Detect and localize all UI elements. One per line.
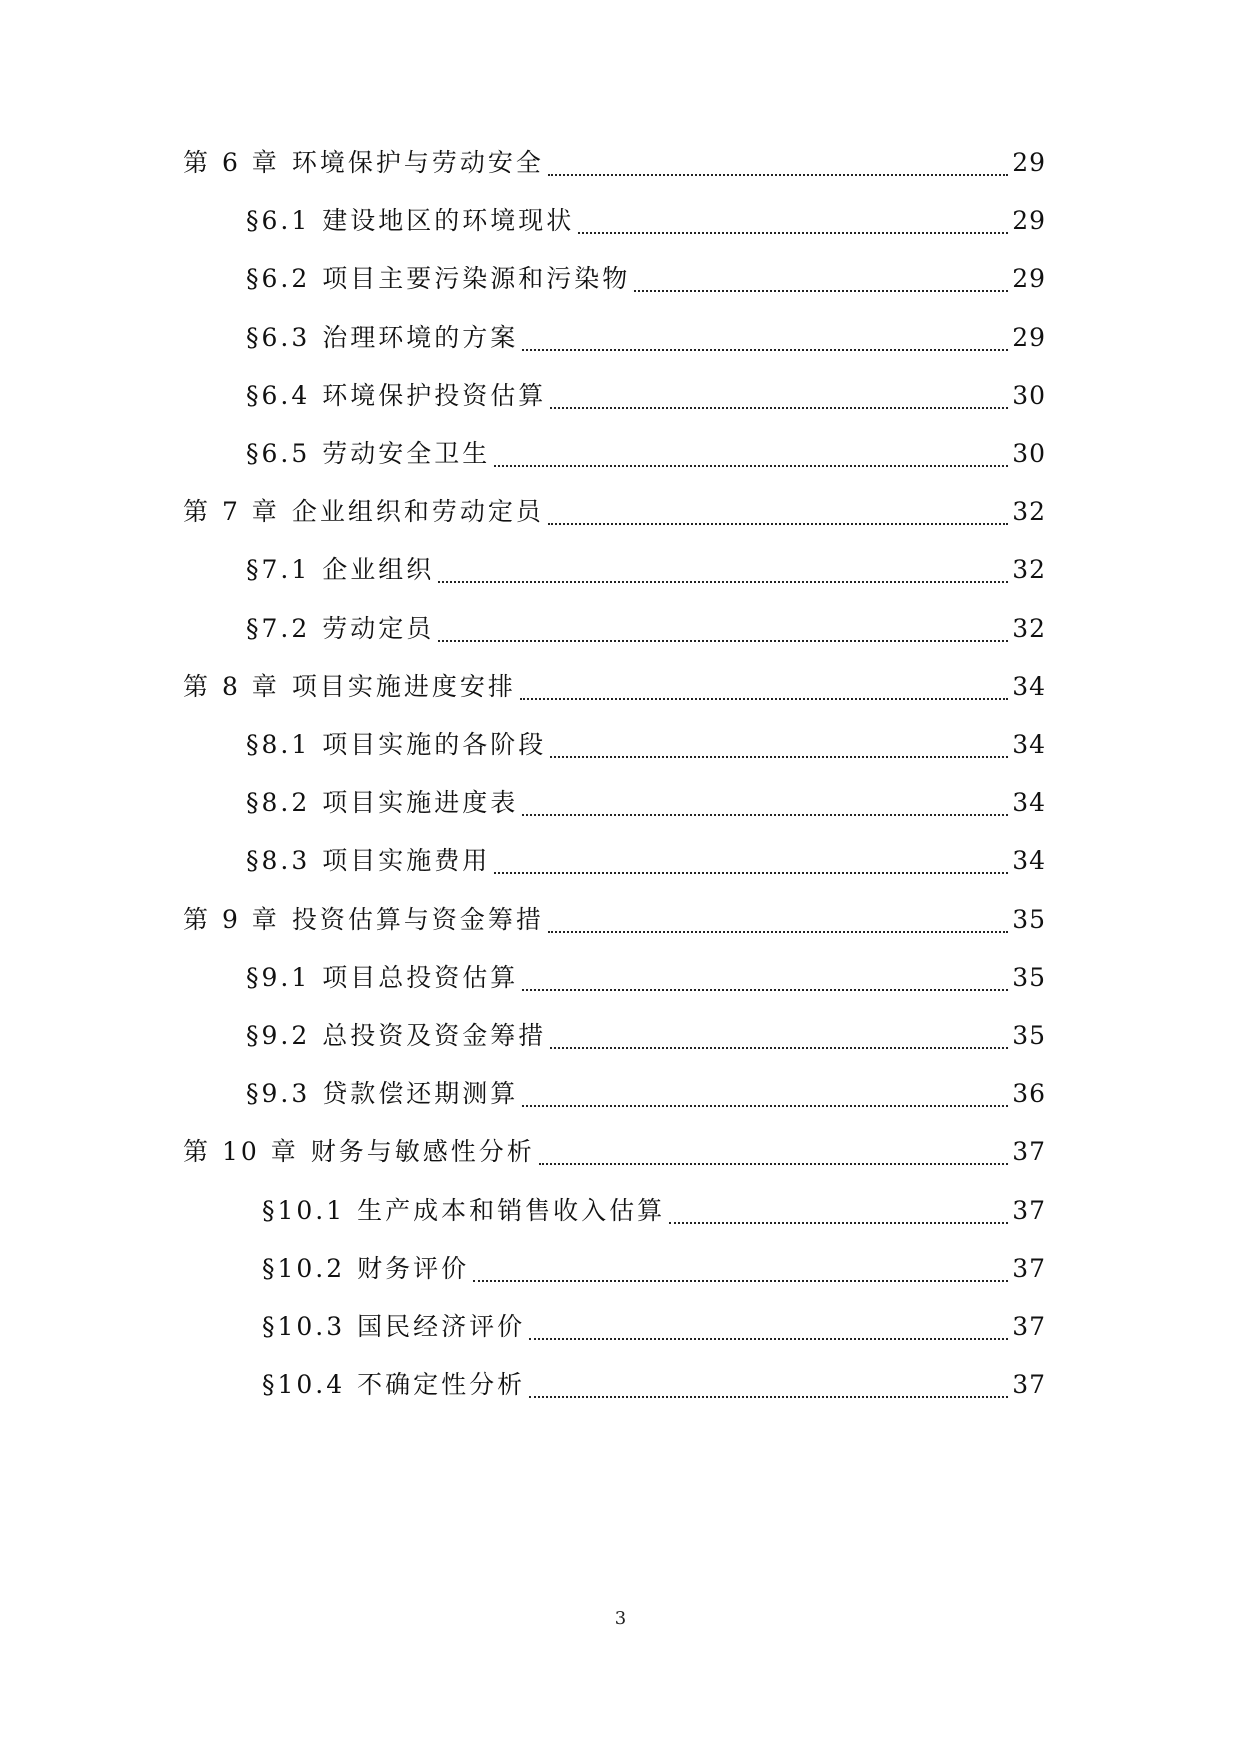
toc-dot-leader	[578, 232, 1008, 234]
toc-entry-number: §10.2	[262, 1254, 346, 1283]
toc-entry-title: 项目实施进度安排	[291, 672, 516, 701]
toc-dot-leader	[522, 989, 1008, 991]
toc-entry-title: 企业组织和劳动定员	[291, 497, 544, 526]
toc-dot-leader	[529, 1396, 1008, 1398]
toc-entry-number: §7.2	[246, 614, 311, 643]
toc-entry-page: 35	[1012, 963, 1046, 992]
toc-entry-number: §9.3	[246, 1079, 311, 1108]
toc-dot-leader	[522, 349, 1008, 351]
toc-section-entry[interactable]	[246, 316, 1046, 360]
toc-entry-page: 30	[1012, 439, 1046, 468]
toc-entry-number: §10.4	[262, 1370, 346, 1399]
toc-dot-leader	[494, 872, 1008, 874]
toc-section-entry[interactable]	[262, 1363, 1046, 1407]
toc-entry-title: 劳动安全卫生	[322, 439, 491, 468]
toc-chapter-entry[interactable]	[183, 898, 1046, 942]
toc-entry-number: §8.3	[246, 846, 311, 875]
toc-entry-page: 29	[1012, 206, 1046, 235]
toc-entry-title: 项目总投资估算	[322, 963, 519, 992]
toc-entry-number: 第 9 章	[183, 905, 280, 934]
toc-entry-page: 34	[1012, 672, 1046, 701]
toc-section-entry[interactable]	[262, 1189, 1046, 1233]
toc-chapter-entry[interactable]	[183, 1130, 1046, 1174]
toc-entry-number: §6.4	[246, 381, 311, 410]
toc-entry-title: 项目主要污染源和污染物	[322, 264, 631, 293]
toc-dot-leader	[548, 174, 1008, 176]
toc-dot-leader	[550, 756, 1008, 758]
toc-entry-page: 32	[1012, 555, 1046, 584]
toc-entry-title: 建设地区的环境现状	[322, 206, 575, 235]
toc-entry-number: §6.2	[246, 264, 311, 293]
toc-entry-page: 37	[1012, 1254, 1046, 1283]
toc-section-entry[interactable]	[246, 723, 1046, 767]
toc-entry-page: 36	[1012, 1079, 1046, 1108]
toc-entry-title: 项目实施的各阶段	[322, 730, 547, 759]
toc-entry-page: 37	[1012, 1137, 1046, 1166]
toc-entry-page: 35	[1012, 905, 1046, 934]
toc-dot-leader	[522, 1105, 1008, 1107]
toc-entry-number: §7.1	[246, 555, 311, 584]
toc-entry-number: 第 7 章	[183, 497, 280, 526]
toc-dot-leader	[539, 1163, 1008, 1165]
toc-entry-title: 项目实施费用	[322, 846, 491, 875]
toc-section-entry[interactable]	[262, 1247, 1046, 1291]
toc-entry-page: 32	[1012, 497, 1046, 526]
toc-entry-title: 生产成本和销售收入估算	[357, 1196, 666, 1225]
toc-entry-number: §6.3	[246, 323, 311, 352]
toc-section-entry[interactable]	[246, 1014, 1046, 1058]
page-number: 3	[614, 1608, 627, 1629]
toc-entry-page: 34	[1012, 788, 1046, 817]
toc-entry-page: 37	[1012, 1370, 1046, 1399]
toc-entry-title: 投资估算与资金筹措	[291, 905, 544, 934]
toc-section-entry[interactable]	[246, 1072, 1046, 1116]
toc-entry-number: 第 10 章	[183, 1137, 299, 1166]
toc-entry-title: 贷款偿还期测算	[322, 1079, 519, 1108]
toc-entry-page: 35	[1012, 1021, 1046, 1050]
toc-dot-leader	[634, 290, 1008, 292]
toc-entry-number: §10.3	[262, 1312, 346, 1341]
toc-chapter-entry[interactable]	[183, 665, 1046, 709]
toc-dot-leader	[438, 581, 1008, 583]
toc-section-entry[interactable]	[246, 199, 1046, 243]
toc-dot-leader	[438, 640, 1008, 642]
toc-entry-title: 财务与敏感性分析	[310, 1137, 535, 1166]
toc-entry-title: 治理环境的方案	[322, 323, 519, 352]
toc-dot-leader	[522, 814, 1008, 816]
toc-entry-number: §6.1	[246, 206, 311, 235]
toc-entry-title: 不确定性分析	[357, 1370, 526, 1399]
toc-section-entry[interactable]	[246, 257, 1046, 301]
toc-entry-title: 环境保护与劳动安全	[291, 148, 544, 177]
toc-entry-number: 第 8 章	[183, 672, 280, 701]
toc-entry-title: 项目实施进度表	[322, 788, 519, 817]
toc-dot-leader	[669, 1222, 1008, 1224]
toc-dot-leader	[550, 407, 1008, 409]
toc-dot-leader	[494, 465, 1008, 467]
toc-entry-page: 29	[1012, 323, 1046, 352]
toc-section-entry[interactable]	[246, 548, 1046, 592]
toc-section-entry[interactable]	[246, 781, 1046, 825]
toc-entry-title: 总投资及资金筹措	[322, 1021, 547, 1050]
toc-entry-page: 37	[1012, 1312, 1046, 1341]
toc-entry-number: §9.1	[246, 963, 311, 992]
toc-entry-number: §6.5	[246, 439, 311, 468]
toc-entry-title: 财务评价	[357, 1254, 470, 1283]
toc-section-entry[interactable]	[246, 607, 1046, 651]
toc-entry-page: 34	[1012, 730, 1046, 759]
toc-entry-number: §8.2	[246, 788, 311, 817]
toc-entry-page: 32	[1012, 614, 1046, 643]
toc-entry-page: 30	[1012, 381, 1046, 410]
toc-entry-title: 国民经济评价	[357, 1312, 526, 1341]
toc-entry-number: 第 6 章	[183, 148, 280, 177]
toc-entry-title: 劳动定员	[322, 614, 435, 643]
toc-entry-title: 环境保护投资估算	[322, 381, 547, 410]
toc-entry-number: §8.1	[246, 730, 311, 759]
toc-dot-leader	[520, 698, 1008, 700]
toc-dot-leader	[473, 1280, 1008, 1282]
toc-chapter-entry[interactable]	[183, 141, 1046, 185]
toc-section-entry[interactable]	[246, 839, 1046, 883]
toc-section-entry[interactable]	[246, 374, 1046, 418]
toc-entry-number: §10.1	[262, 1196, 346, 1225]
toc-entry-number: §9.2	[246, 1021, 311, 1050]
toc-section-entry[interactable]	[246, 956, 1046, 1000]
toc-entry-page: 29	[1012, 264, 1046, 293]
toc-entry-title: 企业组织	[322, 555, 435, 584]
toc-chapter-entry[interactable]	[183, 490, 1046, 534]
toc-section-entry[interactable]	[262, 1305, 1046, 1349]
toc-entry-page: 37	[1012, 1196, 1046, 1225]
toc-dot-leader	[548, 931, 1008, 933]
toc-section-entry[interactable]	[246, 432, 1046, 476]
toc-dot-leader	[529, 1338, 1008, 1340]
toc-entry-page: 29	[1012, 148, 1046, 177]
toc-entry-page: 34	[1012, 846, 1046, 875]
toc-dot-leader	[548, 523, 1008, 525]
toc-dot-leader	[550, 1047, 1008, 1049]
